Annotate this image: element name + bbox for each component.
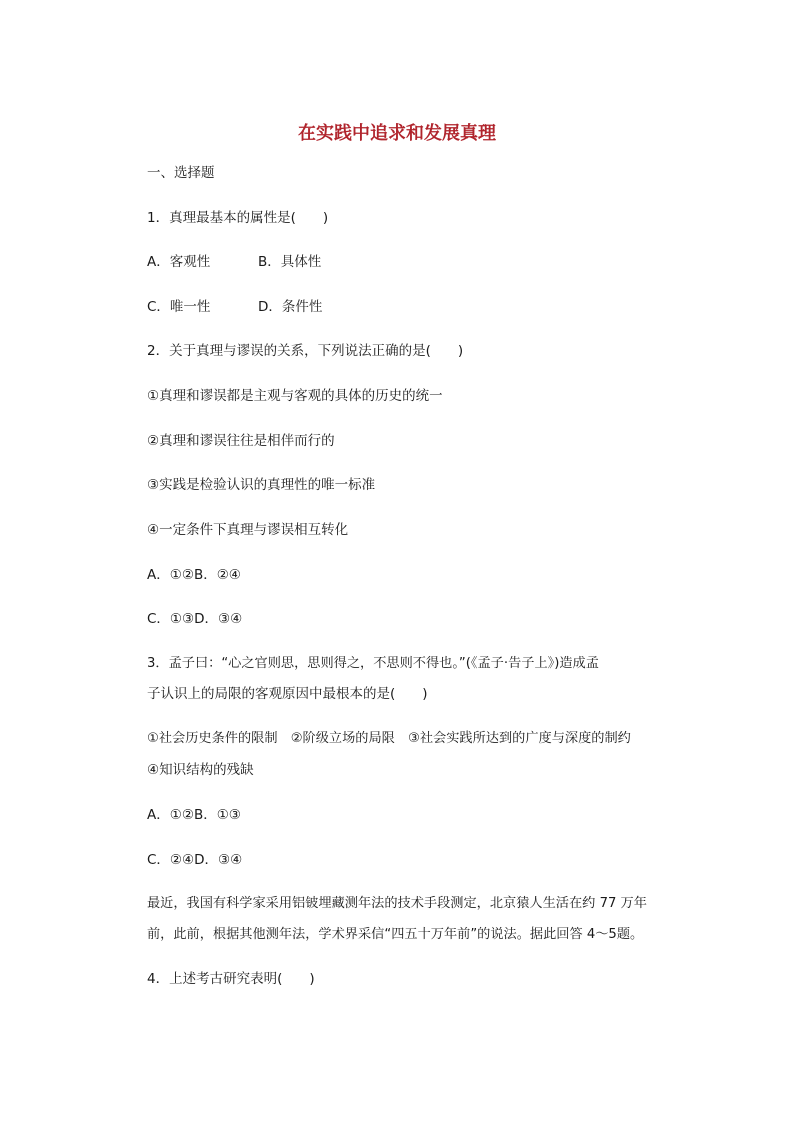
material-line-1: 最近，我国有科学家采用铝铍埋藏测年法的技术手段测定，北京猿人生活在约 77 万年 <box>147 896 647 911</box>
question-2-statement-1: ①真理和谬误都是主观与客观的具体的历史的统一 <box>147 388 443 404</box>
question-2-statement-2: ②真理和谬误往往是相伴而行的 <box>147 433 335 449</box>
question-1-option-a: A．客观性 <box>147 254 211 270</box>
question-2-stem: 2．关于真理与谬误的关系，下列说法正确的是( ) <box>147 343 464 359</box>
section-heading: 一、选择题 <box>147 165 215 181</box>
question-2-options-ab: A．①②B．②④ <box>147 567 241 583</box>
question-3-options-ab: A．①②B．①③ <box>147 807 241 823</box>
question-3-stem-line-2: 子认识上的局限的客观原因中最根本的是( ) <box>147 686 428 702</box>
material-line-2: 前，此前，根据其他测年法，学术界采信“四五十万年前”的说法。据此回答 4～5题。 <box>147 927 644 942</box>
question-1-option-c: C．唯一性 <box>147 299 211 315</box>
question-1-option-d: D．条件性 <box>258 299 323 315</box>
question-4-stem: 4．上述考古研究表明( ) <box>147 971 315 987</box>
question-3-options-cd: C．②④D．③④ <box>147 852 243 868</box>
question-2-statement-3: ③实践是检验认识的真理性的唯一标准 <box>147 477 376 493</box>
question-1-stem: 1．真理最基本的属性是( ) <box>147 210 329 226</box>
question-3-statements-line-1: ①社会历史条件的限制 ②阶级立场的局限 ③社会实践所达到的广度与深度的制约 <box>147 731 631 746</box>
question-3-stem-line-1: 3．孟子曰：“心之官则思，思则得之，不思则不得也。”(《孟子·告子上》)造成孟 <box>147 656 599 671</box>
question-2-statement-4: ④一定条件下真理与谬误相互转化 <box>147 522 349 538</box>
page-title: 在实践中追求和发展真理 <box>298 123 496 144</box>
question-3-statements-line-2: ④知识结构的残缺 <box>147 762 254 778</box>
question-1-option-b: B．具体性 <box>258 254 322 270</box>
question-2-options-cd: C．①③D．③④ <box>147 611 243 627</box>
